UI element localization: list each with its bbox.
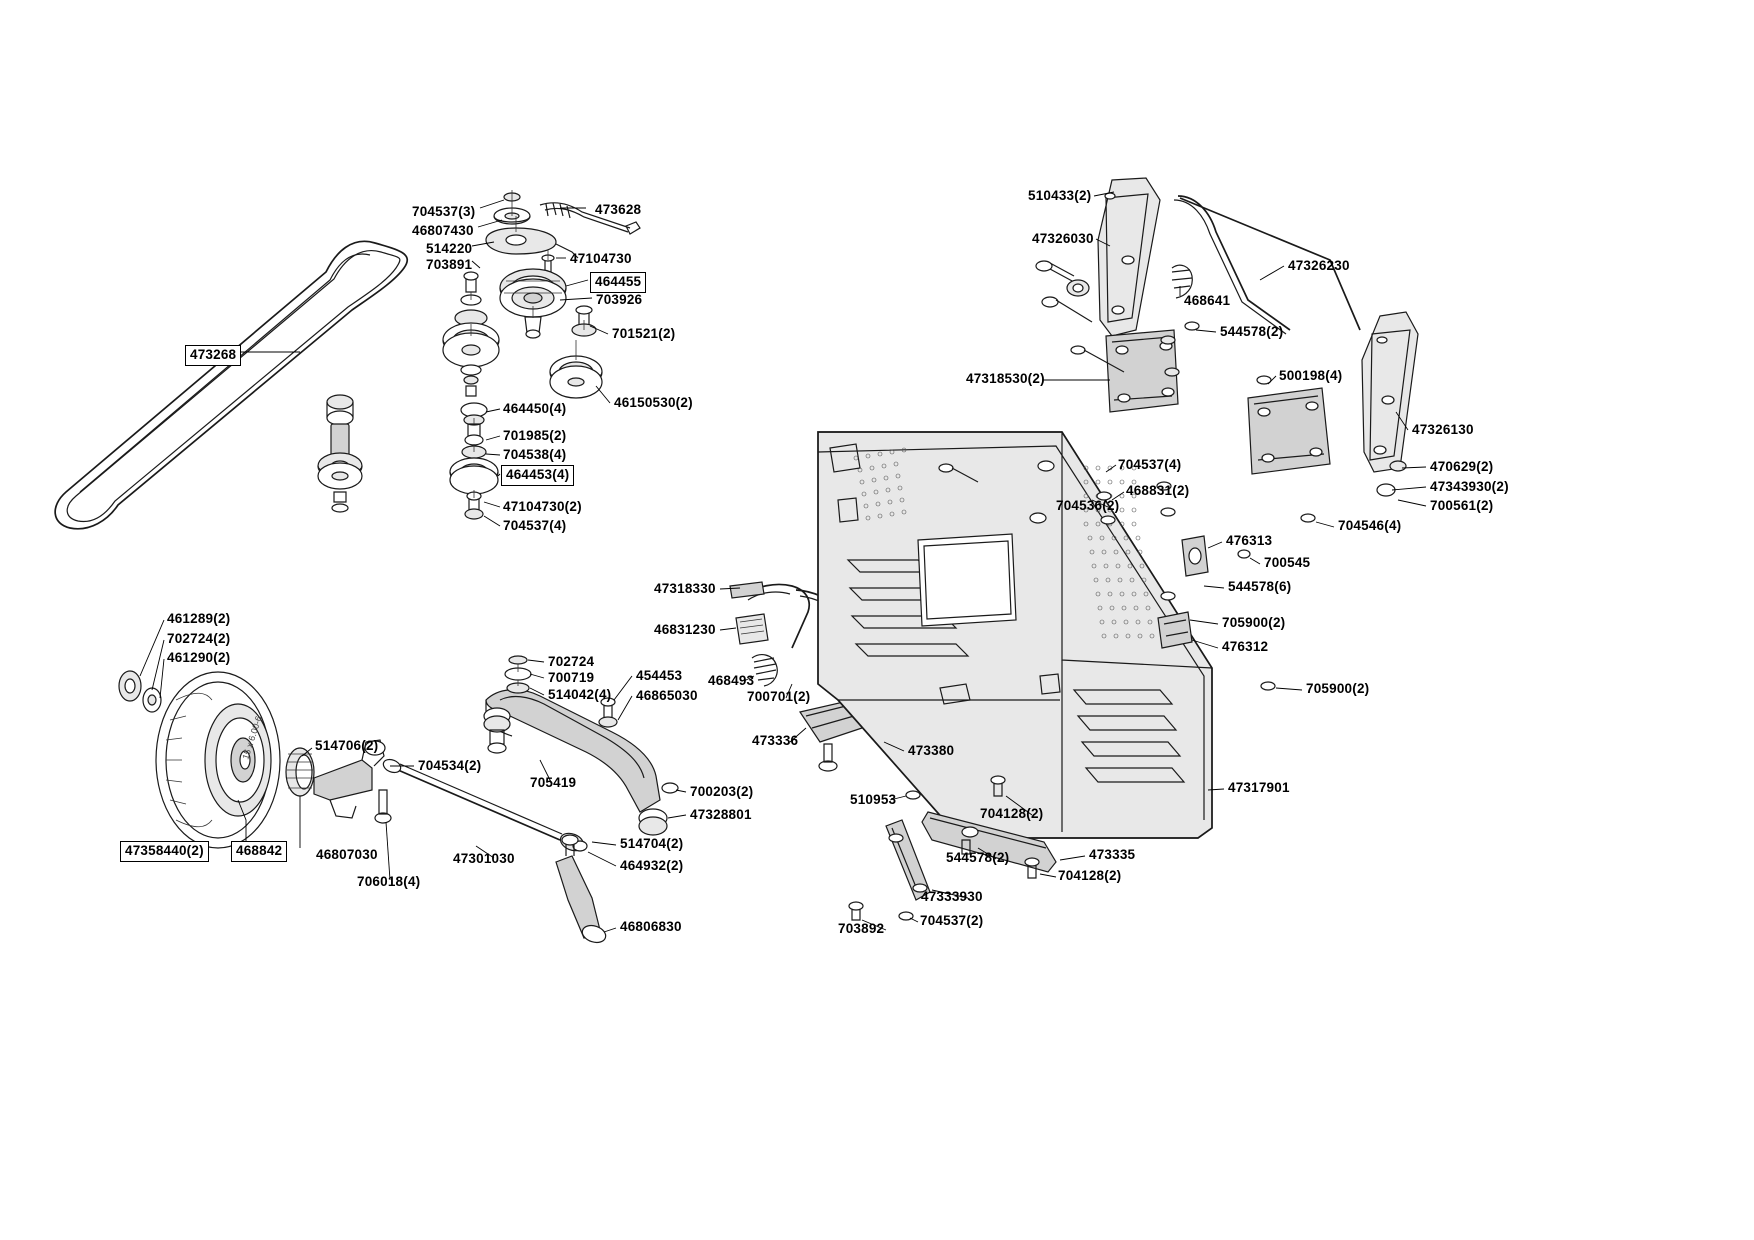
part-label-704128-2a[interactable]: 704128(2) [980,806,1044,821]
part-label-468641[interactable]: 468641 [1184,293,1231,308]
part-label-47104730[interactable]: 47104730 [570,251,632,266]
part-label-47301030[interactable]: 47301030 [453,851,515,866]
belt-473268 [55,241,407,528]
part-label-514220[interactable]: 514220 [426,241,473,256]
part-label-702724-2[interactable]: 702724(2) [167,631,231,646]
part-label-476312[interactable]: 476312 [1222,639,1269,654]
part-label-46150530-2[interactable]: 46150530(2) [614,395,693,410]
part-label-514706-2[interactable]: 514706(2) [315,738,379,753]
part-label-47326230[interactable]: 47326230 [1288,258,1350,273]
part-label-704537-4a[interactable]: 704537(4) [503,518,567,533]
part-label-706018-4[interactable]: 706018(4) [357,874,421,889]
part-label-47333930[interactable]: 47333930 [921,889,983,904]
part-label-46831230[interactable]: 46831230 [654,622,716,637]
part-label-468831-2[interactable]: 468831(2) [1126,483,1190,498]
part-label-473628[interactable]: 473628 [595,202,642,217]
part-label-702724[interactable]: 702724 [548,654,595,669]
part-label-461289-2[interactable]: 461289(2) [167,611,231,626]
part-label-704128-2b[interactable]: 704128(2) [1058,868,1122,883]
part-label-700719[interactable]: 700719 [548,670,595,685]
part-label-464450-4[interactable]: 464450(4) [503,401,567,416]
part-label-46865030[interactable]: 46865030 [636,688,698,703]
part-label-544578-2[interactable]: 544578(2) [1220,324,1284,339]
part-label-47328801[interactable]: 47328801 [690,807,752,822]
part-label-701521-2[interactable]: 701521(2) [612,326,676,341]
part-label-47326030[interactable]: 47326030 [1032,231,1094,246]
part-label-704546-4[interactable]: 704546(4) [1338,518,1402,533]
part-label-704536-2[interactable]: 704536(2) [1056,498,1120,513]
part-label-510433-2[interactable]: 510433(2) [1028,188,1092,203]
part-label-510953[interactable]: 510953 [850,792,897,807]
part-label-514704-2[interactable]: 514704(2) [620,836,684,851]
part-label-468493[interactable]: 468493 [708,673,755,688]
part-label-700561-2[interactable]: 700561(2) [1430,498,1494,513]
part-label-46807030[interactable]: 46807030 [316,847,378,862]
part-label-47326130[interactable]: 47326130 [1412,422,1474,437]
part-label-473380[interactable]: 473380 [908,743,955,758]
part-label-514042-4[interactable]: 514042(4) [548,687,612,702]
part-label-46806830[interactable]: 46806830 [620,919,682,934]
part-label-47318330[interactable]: 47318330 [654,581,716,596]
part-label-473335[interactable]: 473335 [1089,847,1136,862]
part-label-703926[interactable]: 703926 [596,292,643,307]
part-label-468842[interactable]: 468842 [231,841,287,862]
part-label-500198-4[interactable]: 500198(4) [1279,368,1343,383]
part-label-705900-2a[interactable]: 705900(2) [1222,615,1286,630]
part-label-544578-2b[interactable]: 544578(2) [946,850,1010,865]
part-label-703891[interactable]: 703891 [426,257,473,272]
part-label-464453-4[interactable]: 464453(4) [501,465,574,486]
part-label-473268[interactable]: 473268 [185,345,241,366]
part-label-700203-2[interactable]: 700203(2) [690,784,754,799]
part-label-47343930-2[interactable]: 47343930(2) [1430,479,1509,494]
part-label-705900-2b[interactable]: 705900(2) [1306,681,1370,696]
part-label-464932-2[interactable]: 464932(2) [620,858,684,873]
part-label-703892[interactable]: 703892 [838,921,885,936]
svg-text:15 x 6.00-6: 15 x 6.00-6 [240,714,264,761]
part-label-47104730-2[interactable]: 47104730(2) [503,499,582,514]
part-label-46807430[interactable]: 46807430 [412,223,474,238]
part-label-47317901[interactable]: 47317901 [1228,780,1290,795]
part-label-461290-2[interactable]: 461290(2) [167,650,231,665]
part-label-701985-2[interactable]: 701985(2) [503,428,567,443]
part-label-704537-3[interactable]: 704537(3) [412,204,476,219]
part-label-700701-2[interactable]: 700701(2) [747,689,811,704]
part-label-470629-2[interactable]: 470629(2) [1430,459,1494,474]
part-label-705419[interactable]: 705419 [530,775,577,790]
part-label-704538-4[interactable]: 704538(4) [503,447,567,462]
part-label-473336[interactable]: 473336 [752,733,799,748]
part-label-704537-4b[interactable]: 704537(4) [1118,457,1182,472]
part-label-454453[interactable]: 454453 [636,668,683,683]
part-label-704534-2[interactable]: 704534(2) [418,758,482,773]
part-label-464455[interactable]: 464455 [590,272,646,293]
part-label-47318530-2[interactable]: 47318530(2) [966,371,1045,386]
part-label-476313[interactable]: 476313 [1226,533,1273,548]
part-label-544578-6[interactable]: 544578(6) [1228,579,1292,594]
part-label-47358440-2[interactable]: 47358440(2) [120,841,209,862]
part-label-704537-2[interactable]: 704537(2) [920,913,984,928]
belt-pulley-small [318,395,362,512]
leader-lines [140,192,1426,932]
part-label-700545[interactable]: 700545 [1264,555,1311,570]
